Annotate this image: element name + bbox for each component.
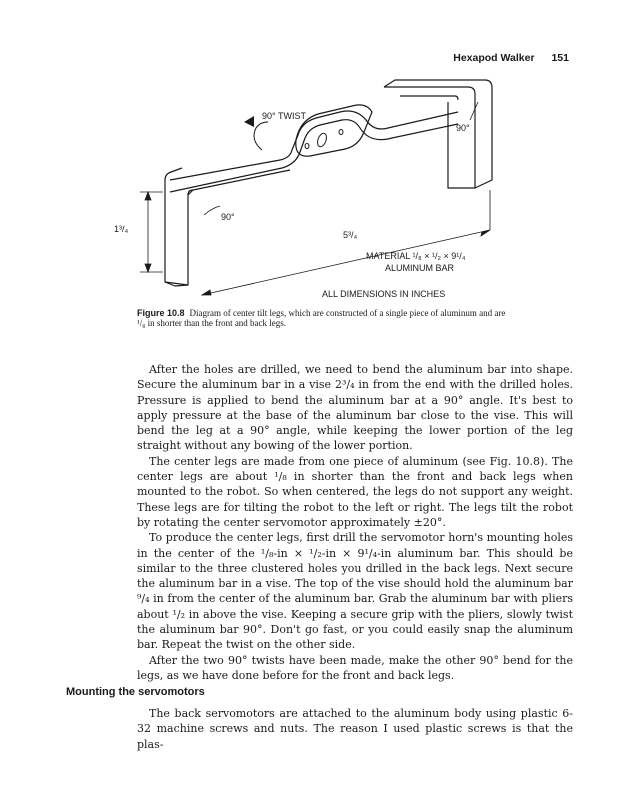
height-arrow-bottom: [145, 264, 151, 272]
figure-number: Figure 10.8: [137, 308, 185, 318]
right-leg-inner: [400, 96, 458, 100]
bend-bottom-label: 90°: [221, 212, 235, 222]
twist-label: 90° TWIST: [262, 111, 306, 121]
twist-arrow: [254, 122, 268, 150]
figure-10-8: [0, 0, 637, 320]
material-label: MATERIAL ¹/₈ × ¹/₂ × 9¹/₄: [366, 251, 466, 261]
length-arrow-left: [202, 290, 211, 295]
paragraph: After the holes are drilled, we need to bend the aluminum bar into shape. Secure the aluminum bar in a vise 2³/₄ in from the end with the drilled holes. Pressure is applied to bend the aluminum bar at a 90° angle. It's best to apply pressure at the base of the aluminum bar close to the vise. This will bend the leg at a 90° angle, while keeping the lower portion of the leg straight without any bowing of the lower portion.: [137, 363, 573, 453]
horn-hole-center: [316, 132, 328, 148]
bend-top-leader: [470, 102, 478, 120]
paragraph: To produce the center legs, first drill the servomotor horn's mounting holes in the center of the ¹/₈-in × ¹/₂-in × 9¹/₄-in aluminum bar. This should be similar to the three clustered holes you drilled in the back legs. Next secure the aluminum bar in a vise. The top of the vise should hold the aluminum bar ⁹/₄ in from the center of the aluminum bar. Grab the aluminum bar with pliers about ¹/₂ in above the vise. Keeping a secure grip with the pliers, slowly twist the aluminum bar 90°. Don't go fast, or you could easily snap the aluminum bar. Repeat the twist on the other side.: [137, 531, 573, 652]
height-dimension-label: 1³/₄: [114, 224, 129, 234]
left-leg: [165, 180, 193, 285]
paragraph: The back servomotors are attached to the aluminum body using plastic 6-32 machine screws and nuts. The reason I used plastic screws is that the plas-: [137, 707, 573, 751]
horn-hole-right: [339, 130, 343, 135]
page-number: 151: [551, 52, 569, 64]
top-bar-back: [170, 120, 458, 192]
twist-arrowhead: [244, 116, 254, 127]
units-note: ALL DIMENSIONS IN INCHES: [322, 289, 446, 299]
length-dimension-label: 5³/₄: [343, 230, 358, 240]
right-leg: [384, 87, 475, 188]
paragraph: After the two 90° twists have been made, make the other 90° bend for the legs, as we have done before for the front and back legs.: [137, 653, 573, 682]
running-header-title: Hexapod Walker: [453, 52, 535, 64]
figure-caption-text: Diagram of center tilt legs, which are constructed of a single piece of aluminum and are ¹/₈ in shorter than the front and back legs.: [137, 308, 506, 328]
section-text: [137, 706, 573, 752]
material-label-line2: ALUMINUM BAR: [385, 263, 455, 273]
section-heading: Mounting the servomotors: [66, 686, 205, 698]
height-arrow-top: [145, 192, 151, 200]
bend-top-label: 90°: [456, 123, 470, 133]
center-leg-diagram: [0, 0, 637, 320]
bend-bottom-arc: [204, 206, 220, 215]
body-text: [137, 362, 573, 683]
paragraph: The center legs are made from one piece of aluminum (see Fig. 10.8). The center legs are about ¹/₈ in shorter than the front and back legs when mounted to the robot. So when centered, the legs do not support any weight. These legs are for tilting the robot to the left or right. The legs tilt the robot by rotating the center servomotor approximately ±20°.: [137, 454, 573, 529]
top-bar-front: [170, 111, 458, 180]
figure-caption: [137, 308, 507, 328]
length-arrow-right: [481, 230, 490, 236]
right-leg-top-edge: [384, 80, 485, 87]
horn-hole-left: [305, 144, 309, 149]
right-leg-side: [475, 80, 492, 188]
